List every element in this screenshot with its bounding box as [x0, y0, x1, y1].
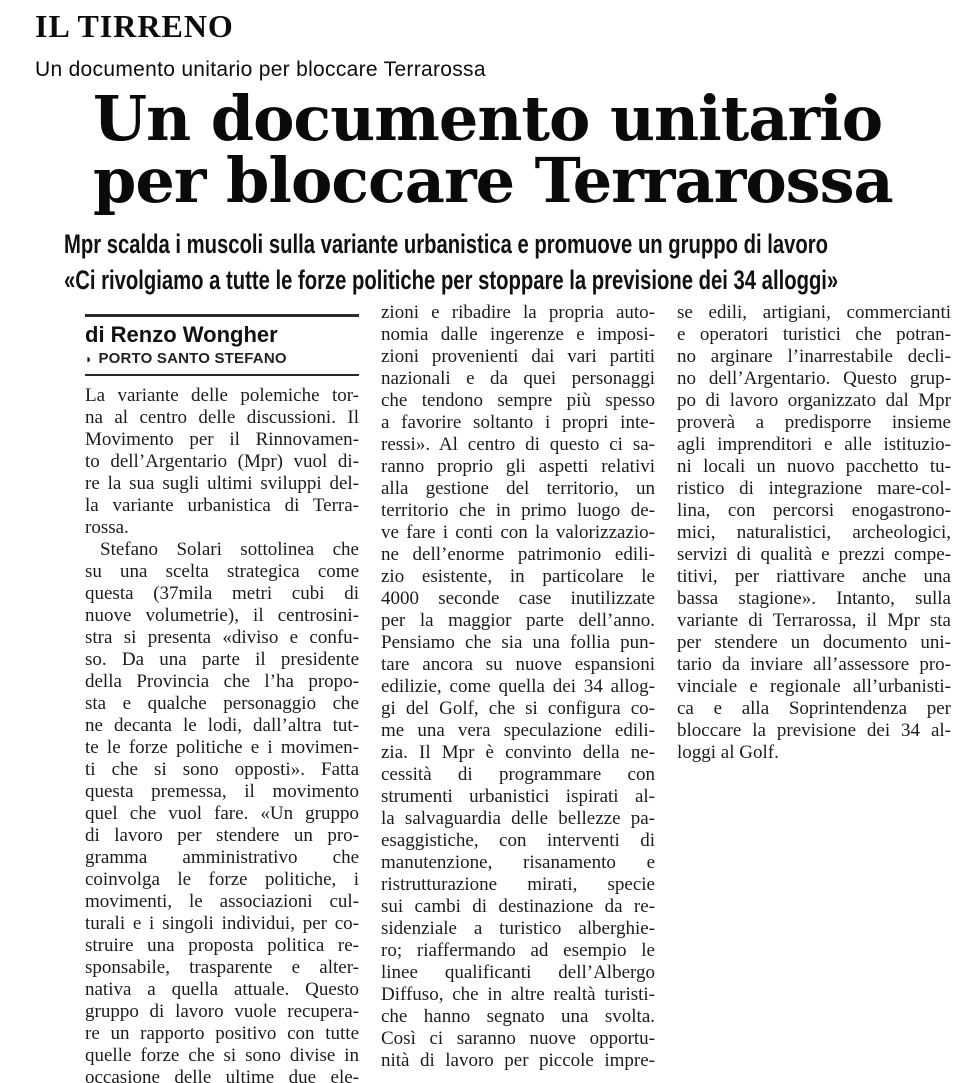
body-text-line: ressi». Al centro di questo ci sa-: [381, 434, 655, 455]
body-text-line: gramma amministrativo che: [85, 847, 359, 868]
body-text-line: 4000 seconde case inutilizzate: [381, 588, 655, 609]
body-text-line: bloccare la previsione dei 34 al-: [677, 720, 951, 741]
body-text-line: Movimento per il Rinnovamen-: [85, 429, 359, 450]
body-text-line: ti che si sono opposti». Fatta: [85, 759, 359, 780]
body-text-line: sponsabile, trasparente e alter-: [85, 957, 359, 978]
body-text-line: la variante urbanistica di Terra-: [85, 495, 359, 516]
deck-line-1: Mpr scalda i muscoli sulla variante urbanistica e promuove un gruppo di lavoro: [64, 229, 829, 259]
body-text-line: che hanno segnato una svolta.: [381, 1006, 655, 1027]
body-text-line: proverà a predisporre insieme: [677, 412, 951, 433]
body-text-line: manutenzione, risanamento e: [381, 852, 655, 873]
body-text-line: Diffuso, che in altre realtà turisti-: [381, 984, 655, 1005]
dateline: [85, 350, 359, 368]
dateline-marker-icon: ◗: [85, 352, 93, 366]
headline-line-1: Un documento unitario: [93, 82, 883, 155]
body-text-line: no dell’Argentario. Questo grup-: [677, 368, 951, 389]
column-text-3: [677, 302, 951, 764]
dateline-text: PORTO SANTO STEFANO: [98, 350, 287, 367]
body-text-line: re la sua sugli ultimi sviluppi del-: [85, 473, 359, 494]
body-text-line: questa premessa, il movimento: [85, 781, 359, 802]
article-body: [85, 302, 951, 1083]
body-text-line: tario da inviare all’assessore pro-: [677, 654, 951, 675]
deck-line-2: «Ci rivolgiamo a tutte le forze politiche per stoppare la previsione dei 34 alloggi»: [64, 265, 839, 295]
column-text-1: [85, 385, 359, 1083]
body-text-line: e operatori turistici che potran-: [677, 324, 951, 345]
body-text-line: struire una proposta politica re-: [85, 935, 359, 956]
body-text-line: edilizie, come quella dei 34 allog-: [381, 676, 655, 697]
body-text-line: ne decanta le lodi, dall’altra tut-: [85, 715, 359, 736]
body-text-line: di lavoro per stendere un pro-: [85, 825, 359, 846]
byline-bottom-rule: [85, 374, 359, 376]
body-text-line: gi del Golf, che si configura co-: [381, 698, 655, 719]
body-text-line: territorio che in primo luogo de-: [381, 500, 655, 521]
body-text-line: sui cambi di destinazione da re-: [381, 896, 655, 917]
body-text-line: loggi al Golf.: [677, 742, 779, 763]
body-text-line: nomia dalle ingerenze e imposi-: [381, 324, 655, 345]
body-text-line: zioni e ribadire la propria auto-: [381, 302, 655, 323]
body-text-line: ristico di integrazione mare-col-: [677, 478, 951, 499]
body-text-line: nativa a quella attuale. Questo: [85, 979, 359, 1000]
body-text-line: a favorire soltanto i propri inte-: [381, 412, 655, 433]
body-text-line: quel che vuol fare. «Un gruppo: [85, 803, 359, 824]
body-text-line: nità di lavoro per piccole impre-: [381, 1050, 655, 1071]
body-text-line: so. Da una parte il presidente: [85, 649, 359, 670]
body-text-line: bassa stagione». Intanto, sulla: [677, 588, 951, 609]
byline-top-rule: [85, 314, 359, 317]
body-text-line: mici, naturalistici, archeologici,: [677, 522, 951, 543]
body-text-line: La variante delle polemiche tor-: [85, 385, 359, 406]
body-text-line: te le forze politiche e i movimen-: [85, 737, 359, 758]
body-text-line: ne dell’enorme patrimonio edili-: [381, 544, 655, 565]
body-text-line: nuove volumetrie), il centrosini-: [85, 605, 359, 626]
byline-author: di Renzo Wongher: [85, 322, 278, 347]
body-text-line: ro; riaffermando ad esempio le: [381, 940, 655, 961]
article-deck: [64, 226, 976, 298]
column-text-2: [381, 302, 655, 1072]
body-text-line: Pensiamo che sia una follia pun-: [381, 632, 655, 653]
body-text-line: occasione delle ultime due ele-: [85, 1067, 359, 1083]
body-text-line: questa (37mila metri cubi di: [85, 583, 359, 604]
newspaper-masthead: IL TIRRENO: [35, 8, 234, 44]
body-text-line: tare ancora su nuove espansioni: [381, 654, 655, 675]
body-text-line: titivi, per riattivare anche una: [677, 566, 951, 587]
body-text-line: gruppo di lavoro vuole recupera-: [85, 1001, 359, 1022]
body-text-line: su una scelta strategica come: [85, 561, 359, 582]
body-text-line: coinvolga le forze politiche, i: [85, 869, 359, 890]
body-text-line: movimenti, le associazioni cul-: [85, 891, 359, 912]
body-text-line: sta e qualche personaggio che: [85, 693, 359, 714]
body-text-line: agli imprenditori e alle istituzio-: [677, 434, 951, 455]
body-text-line: stra si presenta «diviso e confu-: [85, 627, 359, 648]
article-column-1: [85, 302, 359, 1083]
body-text-line: cessità di programmare con: [381, 764, 655, 785]
kicker-line: Un documento unitario per bloccare Terrarossa: [35, 58, 486, 81]
body-text-line: ni locali un nuovo pacchetto tu-: [677, 456, 951, 477]
body-text-line: ristrutturazione mirati, specie: [381, 874, 655, 895]
body-text-line: quelle forze che si sono divise in: [85, 1045, 359, 1066]
body-text-line: sidenziale a turistico alberghie-: [381, 918, 655, 939]
body-text-line: linee qualificanti dell’Albergo: [381, 962, 655, 983]
article-headline: [93, 82, 893, 217]
body-text-line: me una vera speculazione edili-: [381, 720, 655, 741]
body-text-line: della Provincia che l’ha propo-: [85, 671, 359, 692]
byline-block: [85, 314, 359, 376]
body-text-line: per la maggior parte dell’anno.: [381, 610, 655, 631]
body-text-line: servizi di qualità e prezzi compe-: [677, 544, 951, 565]
body-text-line: na al centro delle discussioni. Il: [85, 407, 359, 428]
body-text-line: ranno proprio gli aspetti relativi: [381, 456, 655, 477]
body-text-line: Stefano Solari sottolinea che: [100, 539, 359, 560]
body-text-line: turali e i singoli individui, per co-: [85, 913, 359, 934]
body-text-line: se edili, artigiani, commercianti: [677, 302, 951, 323]
body-text-line: variante di Terrarossa, il Mpr sta: [677, 610, 951, 631]
body-text-line: zia. Il Mpr è convinto della ne-: [381, 742, 655, 763]
body-text-line: alla gestione del territorio, un: [381, 478, 655, 499]
article-column-2: [381, 302, 655, 1083]
body-text-line: che tendono sempre più spesso: [381, 390, 655, 411]
body-text-line: nazionali e da quei personaggi: [381, 368, 655, 389]
headline-line-2: per bloccare Terrarossa: [93, 144, 893, 217]
body-text-line: ca e alla Soprintendenza per: [677, 698, 951, 719]
body-text-line: zioni provenienti dai vari partiti: [381, 346, 655, 367]
body-text-line: vinciale e regionale all’urbanisti-: [677, 676, 951, 697]
article-column-3: [677, 302, 951, 1083]
body-text-line: po di lavoro organizzato dal Mpr: [677, 390, 951, 411]
body-text-line: no arginare l’inarrestabile decli-: [677, 346, 951, 367]
body-text-line: per stendere un documento uni-: [677, 632, 951, 653]
body-text-line: ve fare i conti con la valorizzazio-: [381, 522, 655, 543]
body-text-line: esaggistiche, con interventi di: [381, 830, 655, 851]
body-text-line: la salvaguardia delle bellezze pa-: [381, 808, 655, 829]
body-text-line: zio esistente, in particolare le: [381, 566, 655, 587]
body-text-line: Così ci saranno nuove opportu-: [381, 1028, 655, 1049]
body-text-line: to dell’Argentario (Mpr) vuol di-: [85, 451, 359, 472]
body-text-line: lina, con percorsi enogastrono-: [677, 500, 951, 521]
body-text-line: strumenti urbanistici ispirati al-: [381, 786, 655, 807]
body-text-line: re un rapporto positivo con tutte: [85, 1023, 359, 1044]
body-text-line: rossa.: [85, 517, 129, 538]
